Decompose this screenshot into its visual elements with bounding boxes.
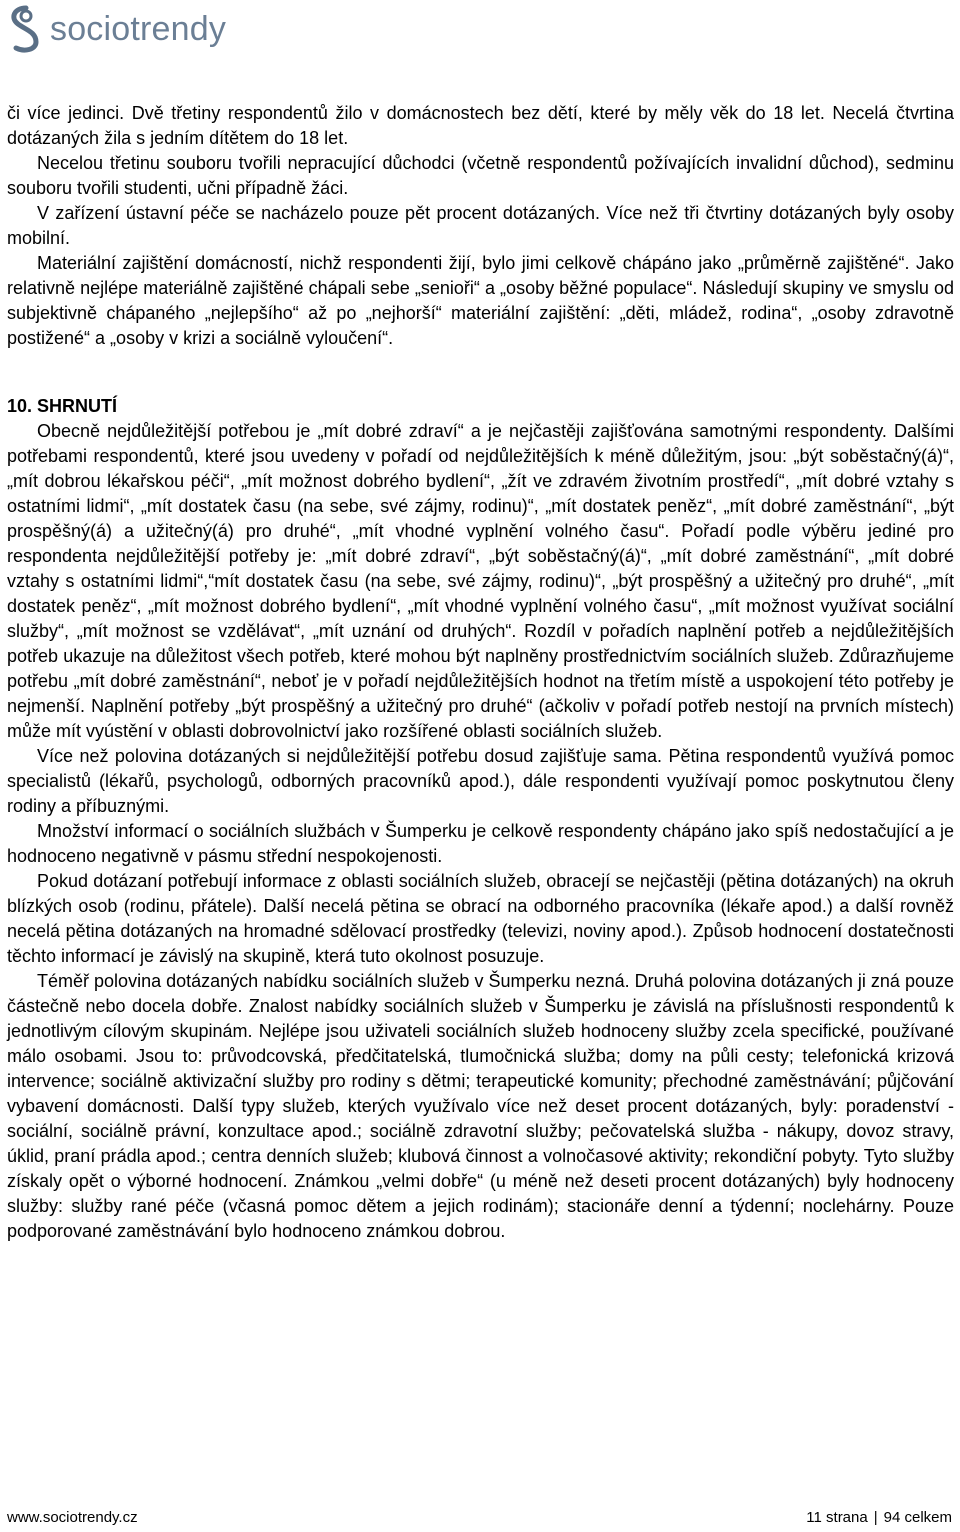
footer-website-link[interactable]: www.sociotrendy.cz — [7, 1509, 138, 1526]
paragraph: Téměř polovina dotázaných nabídku sociálních služeb v Šumperku nezná. Druhá polovina dotázaných ji zná pouze částečně nebo docela dobře. Znalost nabídky sociálních služeb v Šumperku je závislá na příslušnosti respondentů k jednotlivým cílovým skupinám. Nejlépe jsou uživateli sociálních služeb hodnoceny služby zcela specifické, používané málo osobami. Jsou to: průvodcovská, předčitatelská, tlumočnická služba; domy na půli cesty; telefonická krizová intervence; sociálně aktivizační služby pro rodiny s dětmi; terapeutické komunity; přechodné zaměstnávání; půjčování vybavení domácnosti. Další typy služeb, kterých využívalo více než deset procent dotázaných, byly: poradenství - sociální, sociálně právní, konzultace apod.; sociálně zdravotní služby; pečovatelská služba - nákupy, dovoz stravy, úklid, praní prádla apod.; centra denních služeb; klubová činnost a volnočasové aktivity; rekondiční pobyty. Tyto služby získaly opět o výborné hodnocení. Známkou „velmi dobře“ (u méně než deseti procent dotázaných) byly hodnoceny služby: služby rané péče (včasná pomoc dětem a jejich rodinám); stacionáře denní a týdenní; noclehárny. Pouze podporované zaměstnávání bylo hodnoceno známkou dobrou. — [7, 971, 954, 1241]
paragraph: Materiální zajištění domácností, nichž respondenti žijí, bylo jimi celkově chápáno jako „průměrně zajištěné“. Jako relativně nejlépe materiálně zajištěné chápali sebe „senioři“ a „osoby běžné populace“. Následují skupiny ve smyslu od subjektivně chápaného „nejlepšího“ až po „nejhorší“ materiální zajištění: „děti, mládež, rodina“, „osoby zdravotně postižené“ a „osoby v krizi a sociálně vyloučení“. — [7, 253, 954, 348]
section-heading: 10. SHRNUTÍ — [7, 396, 118, 416]
paragraph: Množství informací o sociálních službách v Šumperku je celkově respondenty chápáno jako spíš nedostačující a je hodnoceno negativně v pásmu střední nespokojenosti. — [7, 821, 954, 866]
spacer — [7, 351, 954, 394]
brand-name: sociotrendy — [50, 10, 227, 48]
paragraph: či více jedinci. Dvě třetiny respondentů žilo v domácnostech bez dětí, které by měly věk do 18 let. Necelá čtvrtina dotázaných žila s jedním dítětem do 18 let. — [7, 103, 954, 148]
sociotrendy-logo-icon — [6, 4, 46, 54]
page-number: 11 strana — [806, 1509, 868, 1526]
logo — [6, 2, 226, 56]
paragraph: Obecně nejdůležitější potřebou je „mít dobré zdraví“ a je nejčastěji zajišťována samotnými respondenty. Dalšími potřebami respondentů, které jsou uvedeny v pořadí od nejdůležitějších k méně důležitým, jsou: „být soběstačný(á)“, „mít dobrou lékařskou péči“, „mít možnost dobrého bydlení“, „žít ve zdravém životním prostředí“, „mít dobré vztahy s ostatními lidmi“, „mít dostatek času (na sebe, své zájmy, rodinu)“, „mít dostatek peněz“, „mít dobré zaměstnání“, „být prospěšný(á) a užitečný(á) pro druhé“, „mít vhodné vyplnění volného času“. Pořadí podle výběru jediné pro respondenta nejdůležitější potřeby je: „mít dobré zdraví“, „být soběstačný(á)“, „mít dobré zaměstnání“, „mít dobré vztahy s ostatními lidmi“,“mít dostatek času (na sebe, své zájmy, rodinu)“, „být prospěšný a užitečný pro druhé“, „mít dostatek peněz“, „mít možnost dobrého bydlení“, „mít vhodné vyplnění volného času“, „mít možnost využívat sociální služby“, „mít možnost se vzdělávat“, „mít uznání od druhých“. Rozdíl v pořadích naplnění potřeb a nejdůležitějších potřeb ukazuje na důležitost všech potřeb, které mohou být naplněny prostřednictvím sociálních služeb. Zdůrazňujeme potřebu „mít dobré zaměstnání“, neboť je v pořadí nejdůležitějších hodnot na třetím místě a uspokojení této potřeby je nejmenší. Naplnění potřeby „být prospěšný a užitečný pro druhé“ (ačkoliv v pořadí potřeb nestojí na prvních místech) může mít vyústění v oblasti dobrovolnictví jako rozšířené oblasti sociálních služeb. — [7, 421, 954, 741]
page-total: 94 celkem — [883, 1509, 952, 1526]
paragraph: Více než polovina dotázaných si nejdůležitější potřebu dosud zajišťuje sama. Pětina respondentů využívá pomoc specialistů (lékařů, psychologů, odborných pracovníků apod.), dále respondenti využívají pomoc poskytnutou členy rodiny a příbuznými. — [7, 746, 954, 816]
paragraph: Pokud dotázaní potřebují informace z oblasti sociálních služeb, obracejí se nejčastěji (pětina dotázaných) na okruh blízkých osob (rodinu, přátele). Další necelá pětina se obrací na odborného pracovníka (lékaře apod.) a další rovněž necelá pětina dotázaných na hromadné sdělovací prostředky (televizi, noviny apod.). Způsob hodnocení dostatečnosti těchto informací je závislý na skupině, která tuto okolnost posuzuje. — [7, 871, 954, 966]
paragraph: Necelou třetinu souboru tvořili nepracující důchodci (včetně respondentů požívajících invalidní důchod), sedminu souboru tvořili studenti, učni případně žáci. — [7, 153, 954, 198]
paragraph: V zařízení ústavní péče se nacházelo pouze pět procent dotázaných. Více než tři čtvrtiny dotázaných byly osoby mobilní. — [7, 203, 954, 248]
document-body — [7, 101, 954, 1244]
page-counter — [806, 1508, 952, 1528]
page-footer — [7, 1508, 952, 1528]
footer-separator: | — [873, 1509, 878, 1526]
